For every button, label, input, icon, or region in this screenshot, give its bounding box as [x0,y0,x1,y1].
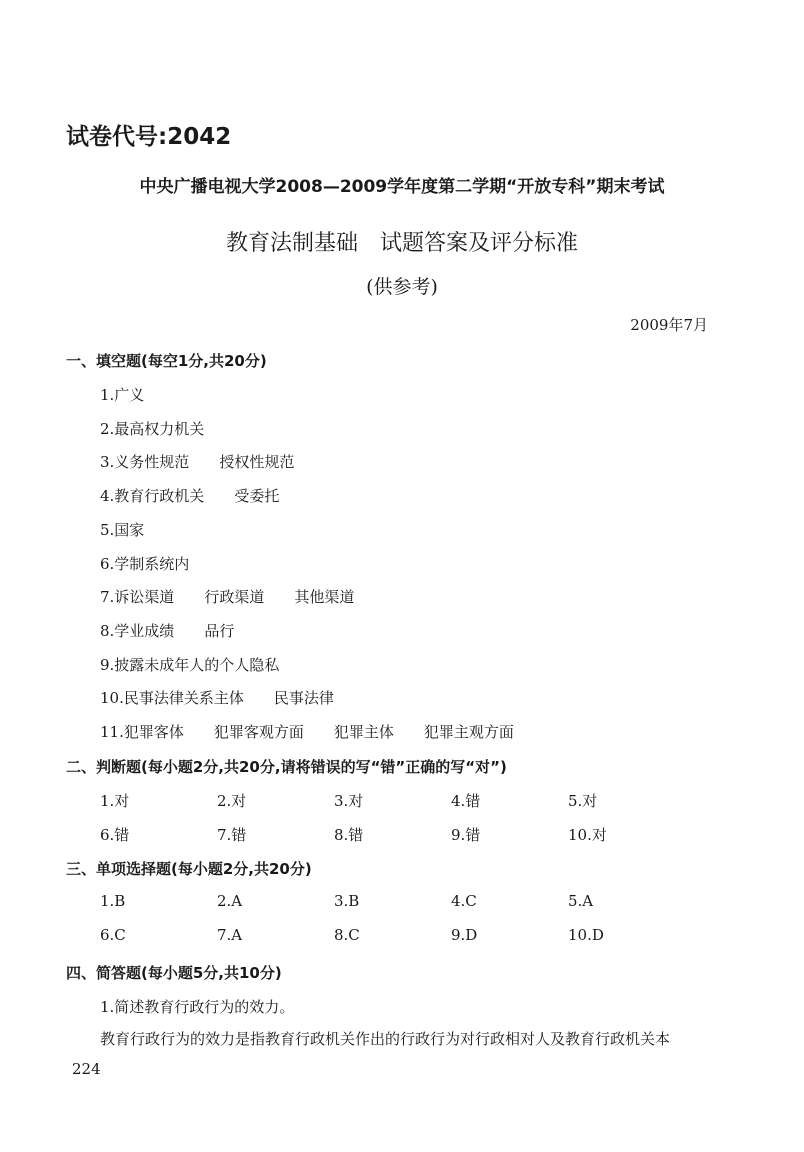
section-title-fill-blank: 一、填空题(每空1分,共20分) [66,352,267,370]
answer-text: 10.民事法律关系主体 [100,689,244,708]
answer-text: 3.义务性规范 [100,453,190,472]
answer-cell: 7.错 [217,826,247,844]
answer-text: 6.学制系统内 [100,554,190,573]
fill-blank-item [100,620,234,641]
answer-cell: 7.A [217,926,243,944]
answer-text: 犯罪主体 [333,723,394,741]
answer-text: 犯罪主观方面 [423,723,514,741]
answer-cell: 6.错 [100,826,130,844]
document-title: 教育法制基础 试题答案及评分标准 [225,231,578,256]
answer-text: 4.教育行政机关 [100,487,205,506]
fill-blank-item [100,687,334,708]
exam-header: 中央广播电视大学2008—2009学年度第二学期“开放专科”期末考试 [139,177,665,197]
answer-cell: 8.C [334,926,360,944]
fill-blank-item [100,485,279,506]
answer-cell: 10.对 [568,826,607,844]
answer-cell: 3.B [334,892,360,910]
fill-blank-item [100,721,514,742]
answer-text: 行政渠道 [204,588,265,607]
answer-cell: 5.A [568,892,594,910]
document-subtitle: (供参考) [366,276,438,298]
document-date: 2009年7月 [630,316,708,334]
answer-cell: 4.错 [451,792,481,810]
answer-cell: 9.D [451,926,478,944]
answer-text: 犯罪客观方面 [213,723,304,741]
answer-cell: 2.A [217,892,243,910]
fill-blank-item [100,553,189,574]
section-title-short-answer: 四、简答题(每小题5分,共10分) [66,964,282,982]
fill-blank-item [100,654,279,675]
answer-text: 1.广义 [100,386,145,404]
answer-cell: 1.B [100,892,126,910]
answer-text: 授权性规范 [219,453,295,472]
answer-cell: 3.对 [334,792,364,810]
fill-blank-item [100,519,144,540]
answer-text: 9.披露未成年人的个人隐私 [100,655,280,674]
answer-text: 品行 [204,621,235,640]
fill-blank-item [100,418,204,439]
page-number: 224 [72,1060,101,1078]
answer-text: 其他渠道 [294,588,355,607]
answer-text: 11.犯罪客体 [100,723,184,741]
section-title-single-choice: 三、单项选择题(每小题2分,共20分) [66,860,312,878]
answer-cell: 5.对 [568,792,598,810]
fill-blank-item [100,451,294,472]
answer-cell: 4.C [451,892,477,910]
answer-text: 5.国家 [100,520,145,539]
answer-text: 民事法律 [273,689,334,708]
answer-cell: 9.错 [451,826,481,844]
answer-text: 2.最高权力机关 [100,419,205,438]
answer-text: 8.学业成绩 [100,621,175,640]
paper-code: 试卷代号:2042 [66,124,232,150]
answer-cell: 6.C [100,926,126,944]
answer-cell: 8.错 [334,826,364,844]
answer-text: 受委托 [234,487,280,506]
answer-cell: 2.对 [217,792,247,810]
section-title-true-false: 二、判断题(每小题2分,共20分,请将错误的写“错”正确的写“对”) [66,758,507,776]
answer-cell: 1.对 [100,792,130,810]
short-answer-text: 教育行政行为的效力是指教育行政机关作出的行政行为对行政相对人及教育行政机关本 [100,1030,671,1048]
answer-text: 7.诉讼渠道 [100,588,175,607]
short-answer-question: 1.简述教育行政行为的效力。 [100,998,295,1016]
answer-cell: 10.D [568,926,604,944]
fill-blank-item [100,586,354,607]
fill-blank-item [100,384,144,405]
